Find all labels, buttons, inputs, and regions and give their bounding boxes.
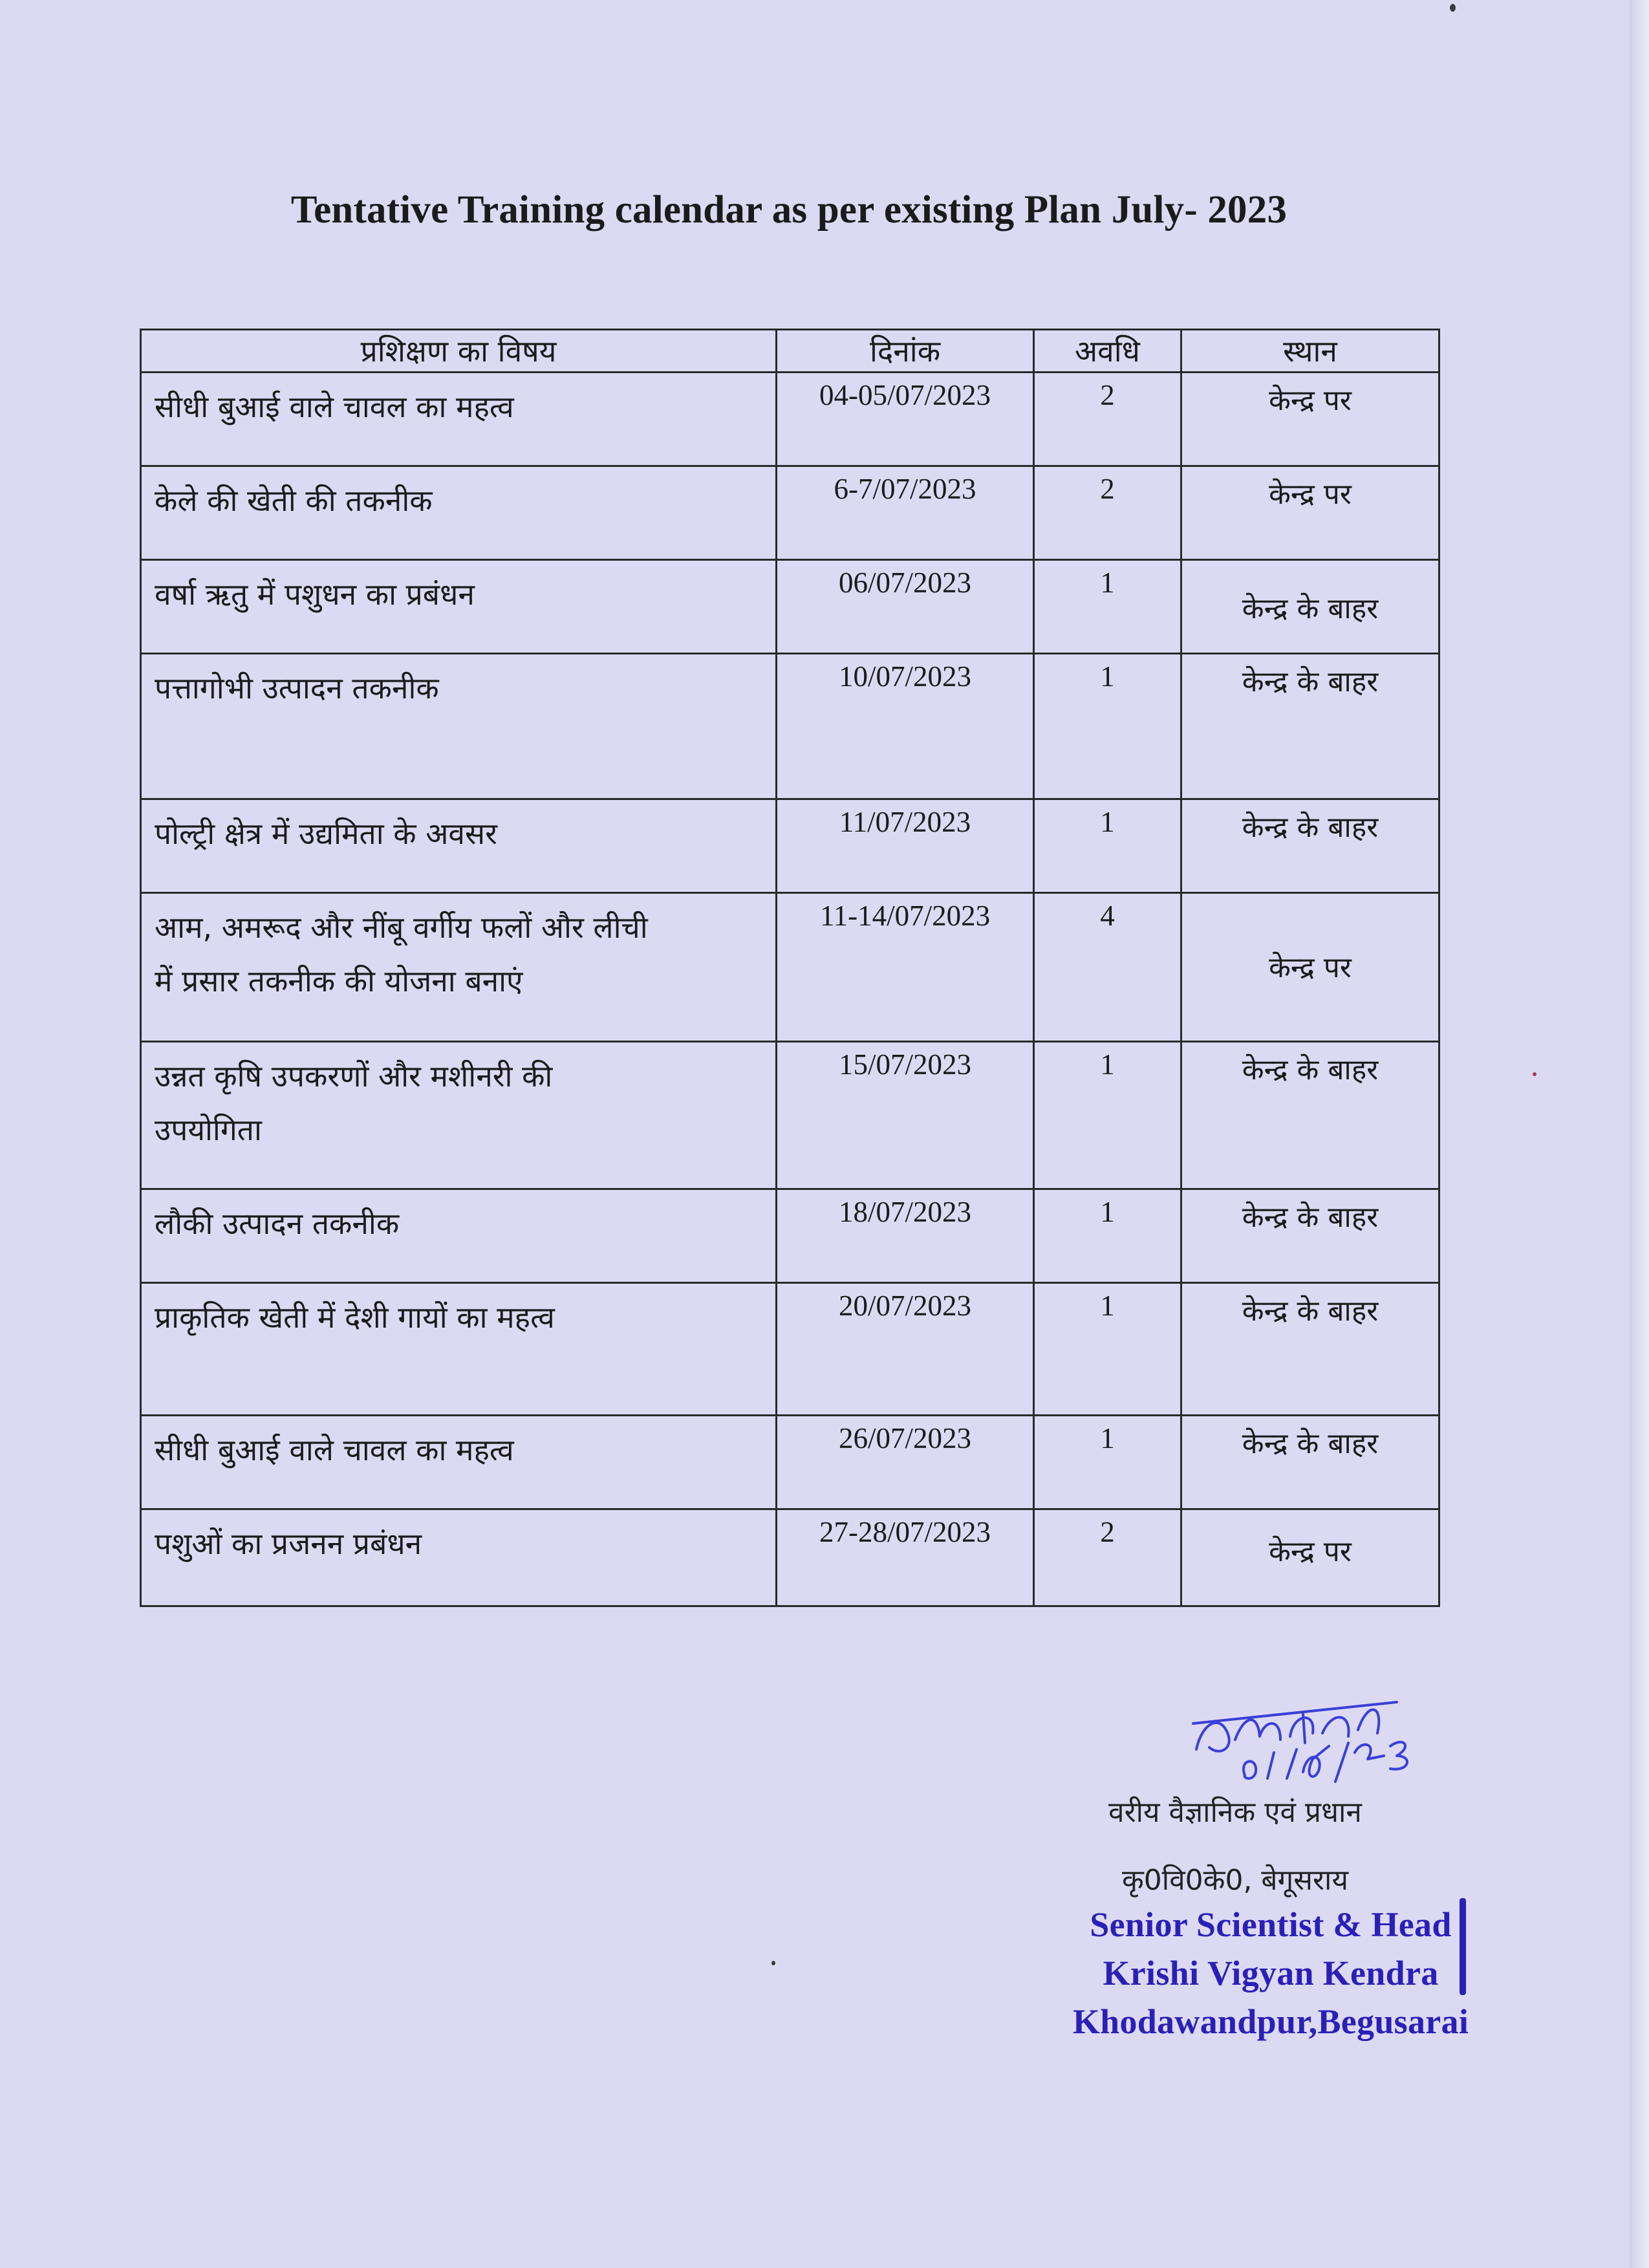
row-topic-line: उन्नत कृषि उपकरणों और मशीनरी की	[155, 1059, 553, 1094]
table-row	[141, 1042, 1439, 1189]
table-row	[141, 373, 1439, 466]
row-duration: 1	[1034, 1283, 1181, 1416]
table-row	[141, 1509, 1439, 1606]
row-duration: 1	[1034, 1416, 1181, 1509]
row-topic-line: में प्रसार तकनीक की योजना बनाएं	[155, 964, 523, 999]
ink-speck	[771, 1961, 775, 1965]
stamp-line: Senior Scientist & Head	[1090, 1905, 1452, 1944]
header-topic: प्रशिक्षण का विषय	[141, 330, 777, 373]
row-topic: सीधी बुआई वाले चावल का महत्व	[141, 1416, 777, 1509]
row-topic: लौकी उत्पादन तकनीक	[141, 1189, 777, 1283]
stamp-line: Khodawandpur,Begusarai	[1072, 2002, 1469, 2041]
header-date: दिनांक	[777, 330, 1034, 373]
row-duration: 1	[1034, 1042, 1181, 1189]
stamp-border-mark	[1460, 1898, 1466, 1995]
row-place: केन्द्र के बाहर	[1181, 1283, 1439, 1416]
header-place: स्थान	[1181, 330, 1439, 373]
row-topic	[141, 1042, 777, 1189]
row-topic-line: आम, अमरूद और नींबू वर्गीय फलों और लीची	[155, 910, 648, 945]
row-duration: 2	[1034, 1509, 1181, 1606]
office-hindi: कृ0वि0के0, बेगूसराय	[1122, 1864, 1348, 1897]
ink-speck	[1533, 1072, 1536, 1076]
row-date: 6-7/07/2023	[777, 466, 1034, 560]
row-topic	[141, 893, 777, 1042]
row-date: 27-28/07/2023	[777, 1509, 1034, 1606]
row-place: केन्द्र के बाहर	[1181, 1042, 1439, 1189]
table-row	[141, 799, 1439, 893]
row-duration: 1	[1034, 654, 1181, 799]
table-row	[141, 1416, 1439, 1509]
training-calendar-table	[140, 329, 1440, 1607]
table-row	[141, 466, 1439, 560]
table-row	[141, 1283, 1439, 1416]
row-place: केन्द्र के बाहर	[1181, 560, 1439, 654]
row-duration: 4	[1034, 893, 1181, 1042]
row-place: केन्द्र पर	[1181, 893, 1439, 1042]
header-duration: अवधि	[1034, 330, 1181, 373]
row-duration: 2	[1034, 466, 1181, 560]
row-place: केन्द्र के बाहर	[1181, 1189, 1439, 1283]
designation-hindi: वरीय वैज्ञानिक एवं प्रधान	[1108, 1796, 1362, 1829]
handwritten-signature	[1183, 1675, 1429, 1785]
table-row	[141, 1189, 1439, 1283]
ink-speck	[1450, 4, 1456, 12]
row-duration: 2	[1034, 373, 1181, 466]
document-title: Tentative Training calendar as per existing Plan July- 2023	[290, 188, 1288, 232]
row-date: 11/07/2023	[777, 799, 1034, 893]
row-duration: 1	[1034, 560, 1181, 654]
table-row	[141, 654, 1439, 799]
row-topic: सीधी बुआई वाले चावल का महत्व	[141, 373, 777, 466]
stamp-line: Krishi Vigyan Kendra	[1103, 1954, 1439, 1993]
row-date: 15/07/2023	[777, 1042, 1034, 1189]
row-date: 10/07/2023	[777, 654, 1034, 799]
row-place: केन्द्र के बाहर	[1181, 654, 1439, 799]
row-topic: प्राकृतिक खेती में देशी गायों का महत्व	[141, 1283, 777, 1416]
row-topic: केले की खेती की तकनीक	[141, 466, 777, 560]
row-place: केन्द्र के बाहर	[1181, 799, 1439, 893]
row-date: 18/07/2023	[777, 1189, 1034, 1283]
row-topic: वर्षा ऋतु में पशुधन का प्रबंधन	[141, 560, 777, 654]
row-date: 06/07/2023	[777, 560, 1034, 654]
row-topic: पत्तागोभी उत्पादन तकनीक	[141, 654, 777, 799]
row-duration: 1	[1034, 799, 1181, 893]
row-place: केन्द्र पर	[1181, 373, 1439, 466]
row-place: केन्द्र पर	[1181, 466, 1439, 560]
table-row	[141, 560, 1439, 654]
row-duration: 1	[1034, 1189, 1181, 1283]
row-topic: पोल्ट्री क्षेत्र में उद्यमिता के अवसर	[141, 799, 777, 893]
row-topic-line: उपयोगिता	[155, 1112, 262, 1147]
table-header-row	[141, 330, 1439, 373]
row-date: 11-14/07/2023	[777, 893, 1034, 1042]
table-row	[141, 893, 1439, 1042]
row-date: 04-05/07/2023	[777, 373, 1034, 466]
row-date: 26/07/2023	[777, 1416, 1034, 1509]
row-place: केन्द्र पर	[1181, 1509, 1439, 1606]
row-place: केन्द्र के बाहर	[1181, 1416, 1439, 1509]
row-topic: पशुओं का प्रजनन प्रबंधन	[141, 1509, 777, 1606]
paper-edge	[1630, 0, 1649, 2268]
row-date: 20/07/2023	[777, 1283, 1034, 1416]
